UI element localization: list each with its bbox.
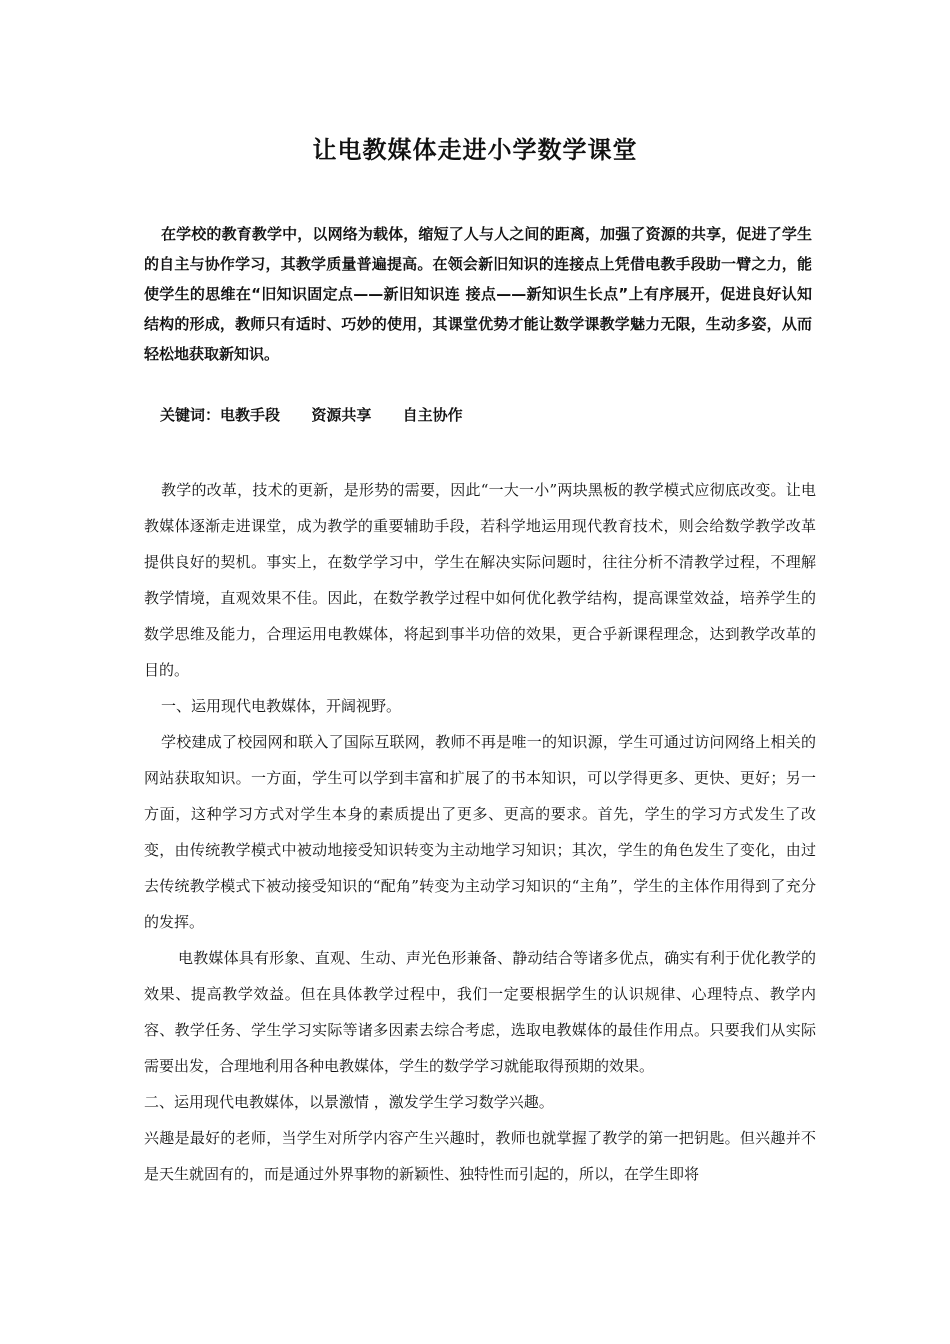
body-paragraph: 电教媒体具有形象、直观、生动、声光色形兼备、静动结合等诸多优点，确实有利于优化教学的效果、提高教学效益。但在具体教学过程中，我们一定要根据学生的认识规律、心理特点、教学内容、教学任务、学生学习实际等诸多因素去综合考虑，选取电教媒体的最佳作用点。只要我们从实际需要出发，合理地利用各种电教媒体，学生的数学学习就能取得预期的效果。	[144, 949, 816, 1075]
document-title: 让电教媒体走进小学数学课堂	[312, 136, 638, 164]
section-heading: 二、运用现代电教媒体，以景激情 ，激发学生学习数学兴趣。	[144, 1093, 554, 1111]
abstract	[144, 219, 812, 369]
section-heading: 一、运用现代电教媒体，开阔视野。	[161, 697, 402, 715]
keywords-label: 关键词：	[160, 406, 221, 424]
abstract-paragraph: 在学校的教育教学中，以网络为载体，缩短了人与人之间的距离，加强了资源的共享，促进了学生的自主与协作学习，其教学质量普遍提高。在领会新旧知识的连接点上凭借电教手段助一臂之力，能使学生的思维在“旧知识固定点——新旧知识连 接点——新知识生长点”上有序展开，促进良好认知结构的形成，教师只有适时、巧妙的使用，其课堂优势才能让数学课教学魅力无限，生动多姿，从而轻松地获取新知识。	[144, 225, 812, 363]
body-paragraph: 兴趣是最好的老师，当学生对所学内容产生兴趣时，教师也就掌握了教学的第一把钥匙。但兴趣并不是天生就固有的，而是通过外界事物的新颖性、独特性而引起的，所以，在学生即将	[144, 1129, 816, 1183]
body-paragraph: 学校建成了校园网和联入了国际互联网，教师不再是唯一的知识源，学生可通过访问网络上相关的网站获取知识。一方面，学生可以学到丰富和扩展了的书本知识，可以学得更多、更快、更好；另一方面，这种学习方式对学生本身的素质提出了更多、更高的要求。首先，学生的学习方式发生了改变，由传统教学模式中被动地接受知识转变为主动地学习知识；其次，学生的角色发生了变化，由过去传统教学模式下被动接受知识的“配角”转变为主动学习知识的“主角”，学生的主体作用得到了充分的发挥。	[144, 733, 816, 931]
keywords-values: 电教手段 资源共享 自主协作	[220, 406, 463, 424]
body-paragraph: 教学的改革，技术的更新，是形势的需要，因此“一大一小”两块黑板的教学模式应彻底改变。让电教媒体逐渐走进课堂，成为教学的重要辅助手段，若科学地运用现代教育技术，则会给数学教学改革提供良好的契机。事实上，在数学学习中，学生在解决实际问题时，往往分析不清教学过程，不理解教学情境，直观效果不佳。因此，在数学教学过程中如何优化教学结构，提高课堂效益，培养学生的数学思维及能力，合理运用电教媒体，将起到事半功倍的效果，更合乎新课程理念，达到教学改革的目的。	[144, 481, 816, 679]
body-text	[144, 472, 816, 1192]
keywords-line	[160, 400, 463, 430]
